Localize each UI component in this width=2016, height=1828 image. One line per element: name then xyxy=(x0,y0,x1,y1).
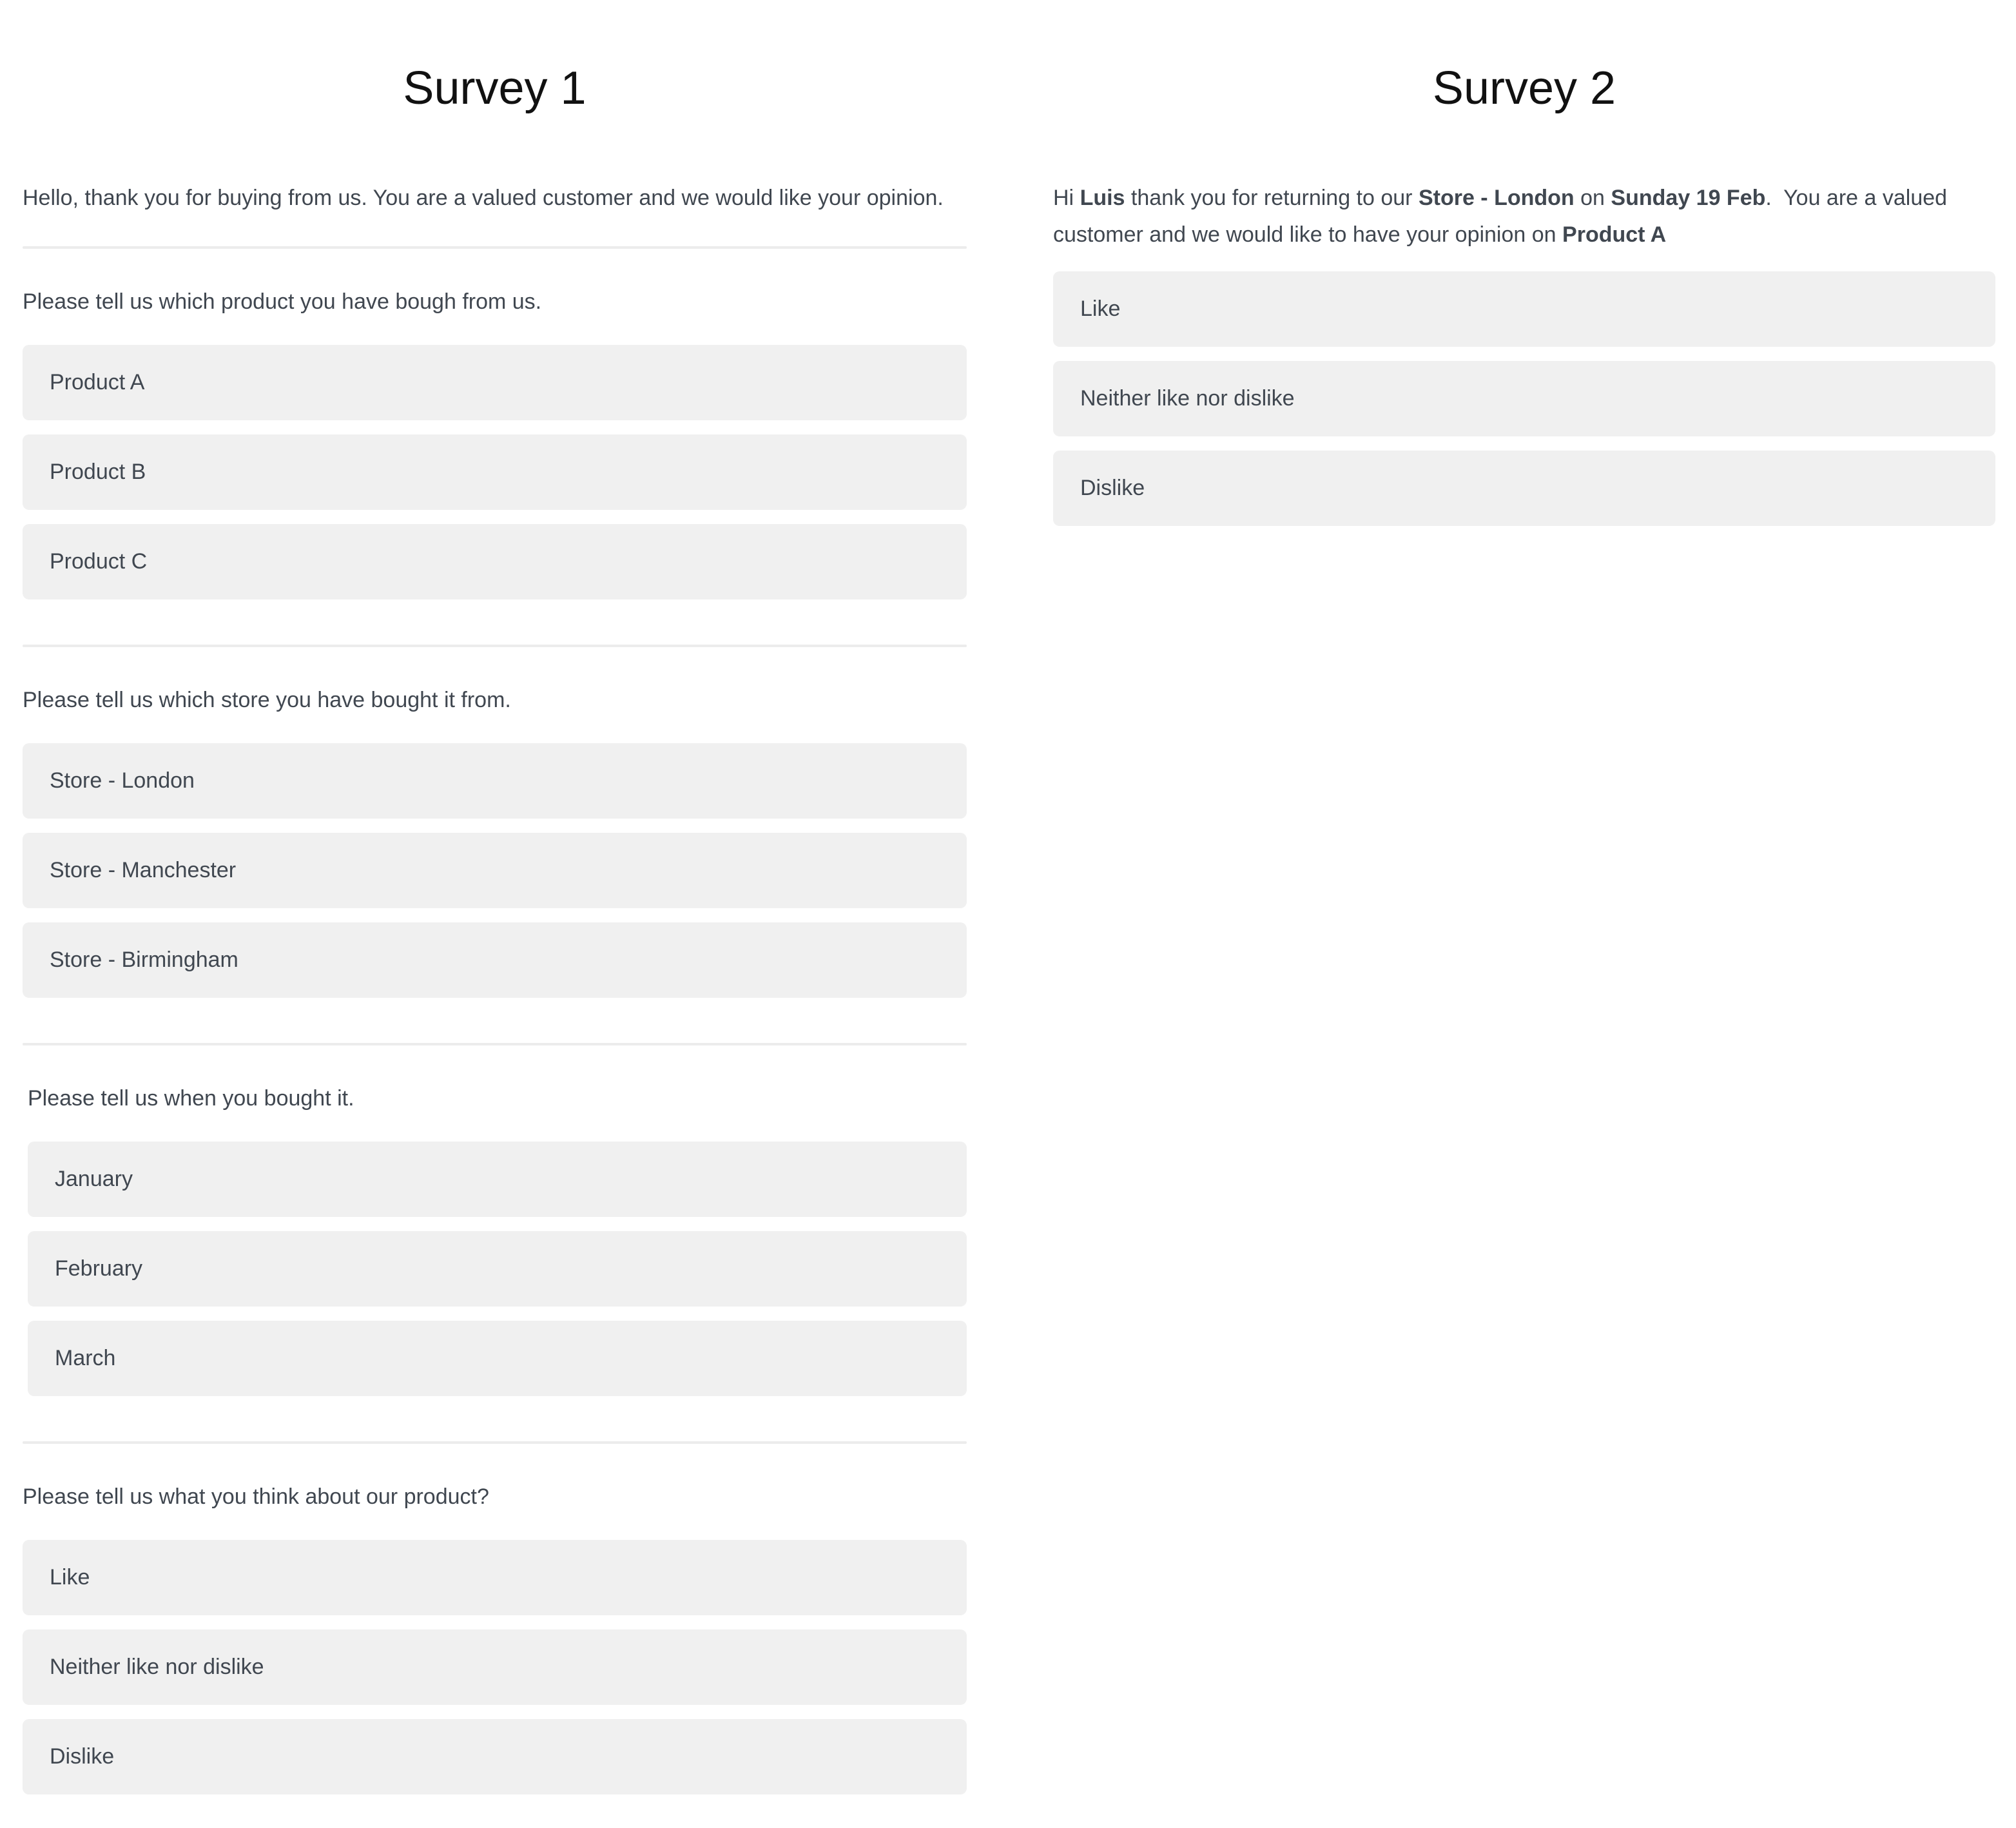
survey1-section-month xyxy=(28,1085,967,1396)
intro-segment: . You are a valued customer and we would like to have your opinion on xyxy=(1053,185,1953,247)
options-group xyxy=(28,1142,967,1396)
section-divider xyxy=(23,246,967,249)
option-button-neither[interactable]: Neither like nor dislike xyxy=(1053,361,1995,436)
survey1-intro-text: Hello, thank you for buying from us. You are a valued customer and we would like your opinion. xyxy=(23,185,944,210)
intro-segment-store: Store - London xyxy=(1418,185,1575,210)
intro-segment: thank you for returning to our xyxy=(1125,185,1419,210)
survey1-section-store xyxy=(23,687,967,998)
option-button-dislike[interactable]: Dislike xyxy=(1053,451,1995,526)
intro-segment: Hi xyxy=(1053,185,1080,210)
section-divider xyxy=(23,1441,967,1444)
intro-segment-product: Product A xyxy=(1562,222,1667,247)
options-group xyxy=(23,345,967,599)
option-button-like[interactable]: Like xyxy=(23,1540,967,1615)
option-button-february[interactable]: February xyxy=(28,1231,967,1307)
survey2-intro-text xyxy=(1053,180,1995,253)
intro-segment-name: Luis xyxy=(1080,185,1125,210)
option-button-dislike[interactable]: Dislike xyxy=(23,1719,967,1794)
section-divider xyxy=(23,1043,967,1045)
option-button-march[interactable]: March xyxy=(28,1321,967,1396)
option-button-store-london[interactable]: Store - London xyxy=(23,743,967,819)
options-group xyxy=(23,1540,967,1794)
option-button-product-c[interactable]: Product C xyxy=(23,524,967,599)
question-text: Please tell us which product you have bough from us. xyxy=(23,289,542,314)
survey1-section-opinion xyxy=(23,1484,967,1794)
intro-segment: on xyxy=(1574,185,1611,210)
option-button-store-manchester[interactable]: Store - Manchester xyxy=(23,833,967,908)
options-group xyxy=(23,743,967,998)
options-group xyxy=(1053,271,1995,526)
survey2-panel xyxy=(1008,0,2016,1828)
option-button-product-a[interactable]: Product A xyxy=(23,345,967,420)
option-button-like[interactable]: Like xyxy=(1053,271,1995,347)
survey2-title: Survey 2 xyxy=(1432,63,1616,114)
survey1-section-product xyxy=(23,289,967,599)
option-button-product-b[interactable]: Product B xyxy=(23,434,967,510)
question-text: Please tell us when you bought it. xyxy=(28,1085,354,1111)
option-button-store-birmingham[interactable]: Store - Birmingham xyxy=(23,922,967,998)
survey1-title: Survey 1 xyxy=(403,63,586,114)
question-text: Please tell us what you think about our product? xyxy=(23,1484,489,1509)
intro-segment-date: Sunday 19 Feb xyxy=(1611,185,1766,210)
option-button-neither[interactable]: Neither like nor dislike xyxy=(23,1629,967,1705)
question-text: Please tell us which store you have bought it from. xyxy=(23,687,511,712)
section-divider xyxy=(23,645,967,647)
option-button-january[interactable]: January xyxy=(28,1142,967,1217)
